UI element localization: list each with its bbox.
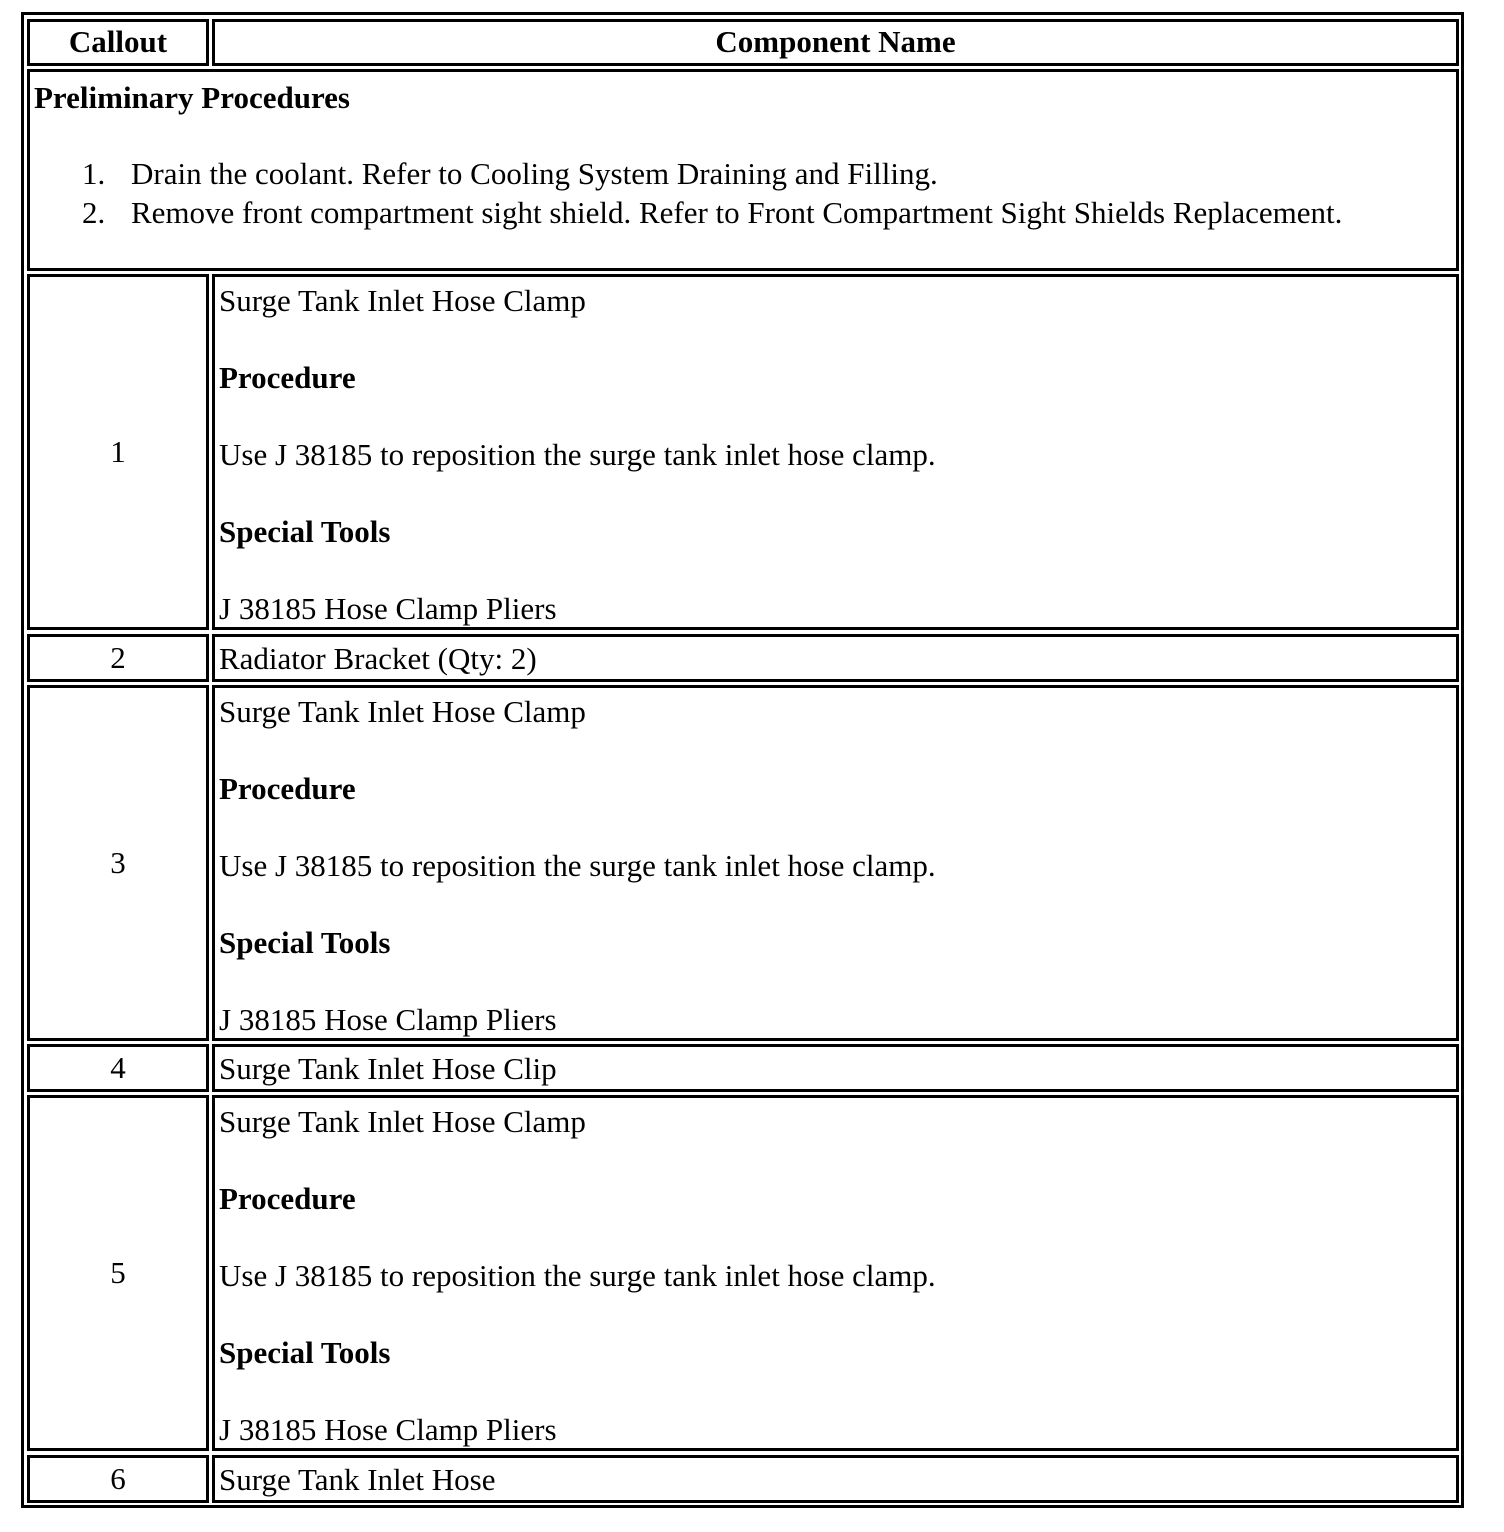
preliminary-item-number: 1. bbox=[82, 156, 106, 191]
component-name: Surge Tank Inlet Hose Clamp bbox=[219, 1104, 586, 1139]
component-name: Surge Tank Inlet Hose Clamp bbox=[219, 694, 586, 729]
special-tools-heading: Special Tools bbox=[219, 514, 391, 549]
preliminary-item-text: Drain the coolant. Refer to Cooling System Draining and Filling. bbox=[131, 156, 938, 191]
component-name: Surge Tank Inlet Hose Clip bbox=[219, 1051, 557, 1086]
procedure-heading: Procedure bbox=[219, 360, 356, 395]
procedure-text: Use J 38185 to reposition the surge tank inlet hose clamp. bbox=[219, 437, 936, 472]
component-cell bbox=[212, 1455, 1459, 1503]
procedure-text: Use J 38185 to reposition the surge tank inlet hose clamp. bbox=[219, 848, 936, 883]
procedure-heading: Procedure bbox=[219, 771, 356, 806]
callout-cell: 4 bbox=[27, 1044, 209, 1092]
component-cell bbox=[212, 1044, 1459, 1092]
special-tools-text: J 38185 Hose Clamp Pliers bbox=[219, 1412, 557, 1447]
component-name: Radiator Bracket (Qty: 2) bbox=[219, 641, 537, 676]
procedure-heading: Procedure bbox=[219, 1181, 356, 1216]
callout-cell: 5 bbox=[27, 1095, 209, 1451]
component-name: Surge Tank Inlet Hose Clamp bbox=[219, 283, 586, 318]
preliminary-item-text: Remove front compartment sight shield. Refer to Front Compartment Sight Shields Replacement. bbox=[131, 195, 1343, 230]
preliminary-item-number: 2. bbox=[82, 195, 106, 230]
header-callout: Callout bbox=[27, 19, 209, 66]
special-tools-text: J 38185 Hose Clamp Pliers bbox=[219, 1002, 557, 1037]
callout-cell: 2 bbox=[27, 634, 209, 682]
component-name: Surge Tank Inlet Hose bbox=[219, 1462, 496, 1497]
procedure-text: Use J 38185 to reposition the surge tank inlet hose clamp. bbox=[219, 1258, 936, 1293]
special-tools-heading: Special Tools bbox=[219, 1335, 391, 1370]
component-cell bbox=[212, 274, 1459, 630]
header-component-name: Component Name bbox=[212, 19, 1459, 66]
component-cell bbox=[212, 685, 1459, 1041]
component-cell bbox=[212, 1095, 1459, 1451]
special-tools-heading: Special Tools bbox=[219, 925, 391, 960]
special-tools-text: J 38185 Hose Clamp Pliers bbox=[219, 591, 557, 626]
component-cell bbox=[212, 634, 1459, 682]
callout-cell: 6 bbox=[27, 1455, 209, 1503]
callout-cell: 1 bbox=[27, 274, 209, 630]
callout-cell: 3 bbox=[27, 685, 209, 1041]
preliminary-title: Preliminary Procedures bbox=[34, 80, 350, 115]
preliminary-procedures bbox=[27, 69, 1459, 271]
